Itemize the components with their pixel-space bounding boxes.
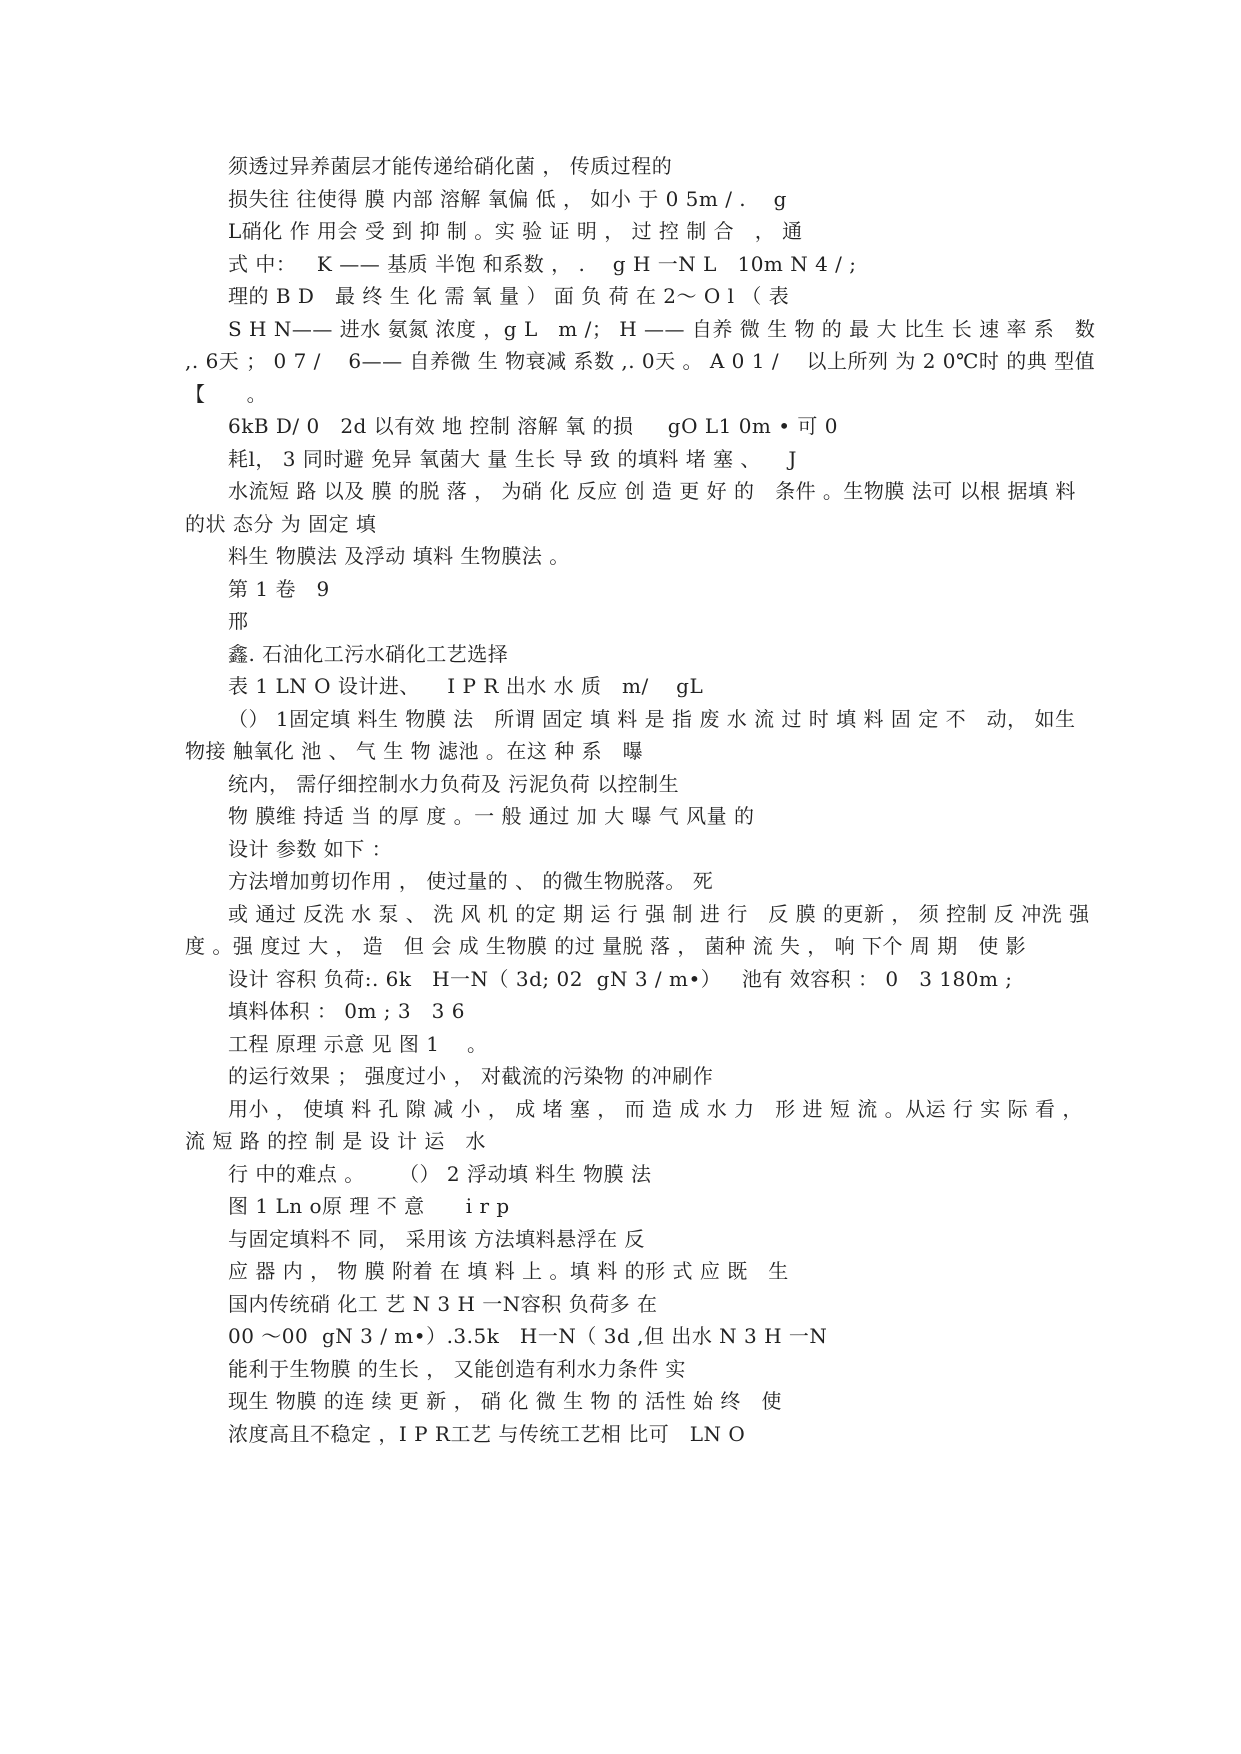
paragraph-16: 统内， 需仔细控制水力负荷及 污泥负荷 以控制生 [228,771,680,796]
paragraph-30: 国内传统硝 化工 艺 N 3 H 一N容积 负荷多 在 [228,1291,658,1316]
paragraph-19: 方法增加剪切作用 ， 使过量的 、 的微生物脱落。 死 [228,869,714,893]
paragraph-9: 水流短 路 以及 膜 的脱 落 ， 为硝 化 反应 创 造 更 好 的 条件 。生物膜 法可 以根 据填 料 的状 态分 为 固定 填 [185,479,1083,536]
paragraph-8: 耗l， 3 同时避 免异 氧菌大 量 生长 导 致 的填料 堵 塞 、 J [228,446,797,471]
paragraph-26: 行 中的难点 。 （） 2 浮动填 料生 物膜 法 [228,1161,652,1186]
paragraph-22: 填料体积 ： 0m ; 3 3 6 [228,999,465,1023]
paragraph-18: 设计 参数 如下 ： [228,836,393,861]
paragraph-3: L硝化 作 用会 受 到 抑 制 。实 验 证 明 ， 过 控 制 合 ， 通 [228,219,803,243]
paragraph-2: 损失往 往使得 膜 内部 溶解 氧偏 低 ， 如小 于 0 5m / . g [228,186,787,211]
text-body [185,150,1103,1450]
paragraph-15: （） 1固定填 料生 物膜 法 所谓 固定 填 料 是 指 废 水 流 过 时 填 料 固 定 不 动， 如生 物接 触氧化 池 、 气 生 物 滤池 。在这 种 系 曝 [185,706,1083,763]
paragraph-5: 理的 B D 最 终 生 化 需 氧 量 ） 面 负 荷 在 2～ O l （ 表 [228,284,790,308]
paragraph-25: 用小 ， 使填 料 孔 隙 减 小 ， 成 堵 塞 ， 而 造 成 水 力 形 进 短 流 。从运 行 实 际 看 ， 流 短 路 的控 制 是 设 计 运 水 [185,1096,1090,1153]
paragraph-24: 的运行效果 ； 强度过小 ， 对截流的污染物 的冲刷作 [228,1064,714,1088]
paragraph-34: 浓度高且不稳定 ，I P R工艺 与传统工艺相 比可 LN O [228,1421,746,1446]
paragraph-21: 设计 容积 负荷:. 6k H一N（ 3d; 02 gN 3 / m•） 池有 效容积 ： 0 3 180m ; [228,966,1013,991]
paragraph-17: 物 膜维 持适 当 的厚 度 。一 般 通过 加 大 曝 气 风量 的 [228,804,755,828]
paragraph-23: 工程 原理 示意 见 图 1 。 [228,1031,488,1056]
paragraph-31: 00 ～00 gN 3 / m•）.3.5k H一N（ 3d ,但 出水 N 3 H 一N [228,1324,828,1348]
paragraph-29: 应 器 内 ， 物 膜 附着 在 填 料 上 。填 料 的形 式 应 既 生 [228,1259,789,1283]
paragraph-10: 料生 物膜法 及浮动 填料 生物膜法 。 [228,544,570,568]
paragraph-14: 表 1 LN O 设计进、 I P R 出水 水 质 m/ gL [228,674,704,698]
paragraph-1: 须透过异养菌层才能传递给硝化菌 ， 传质过程的 [228,154,673,178]
paragraph-6: S H N—— 进水 氨氮 浓度 ，g L m /； H —— 自养 微 生 物 的 最 大 比生 长 速 率 系 数 ,. 6天 ； 0 7 / 6—— 自养微 生 物衰减 系数 ,. 0天 。 A 0 1 / 以上所列 为 2 0℃时 的典 型值 【 。 [185,316,1103,406]
paragraph-33: 现生 物膜 的连 续 更 新 ， 硝 化 微 生 物 的 活性 始 终 使 [228,1389,782,1413]
paragraph-7: 6kB D/ 0 2d 以有效 地 控制 溶解 氧 的损 gO L1 0m • 可 0 [228,414,838,438]
paragraph-13: 鑫. 石油化工污水硝化工艺选择 [228,641,509,666]
paragraph-28: 与固定填料不 同， 采用该 方法填料悬浮在 反 [228,1226,645,1251]
paragraph-12: 邢 [228,609,249,633]
paragraph-20: 或 通过 反洗 水 泵 、 洗 风 机 的定 期 运 行 强 制 进 行 反 膜 的更新 ， 须 控制 反 冲洗 强度 。强 度过 大 ， 造 但 会 成 生物膜 的过 量脱 落 ， 菌种 流 失 ， 响 下个 周 期 使 影 [185,901,1090,958]
paragraph-27: 图 1 Ln o原 理 不 意 i r p [228,1194,510,1218]
paragraph-11: 第 1 卷 9 [228,576,330,601]
paragraph-4: 式 中： K —— 基质 半饱 和系数 ， . g H 一N L 10m N 4 / ; [228,251,857,276]
paragraph-32: 能利于生物膜 的生长 ， 又能创造有利水力条件 实 [228,1356,686,1381]
